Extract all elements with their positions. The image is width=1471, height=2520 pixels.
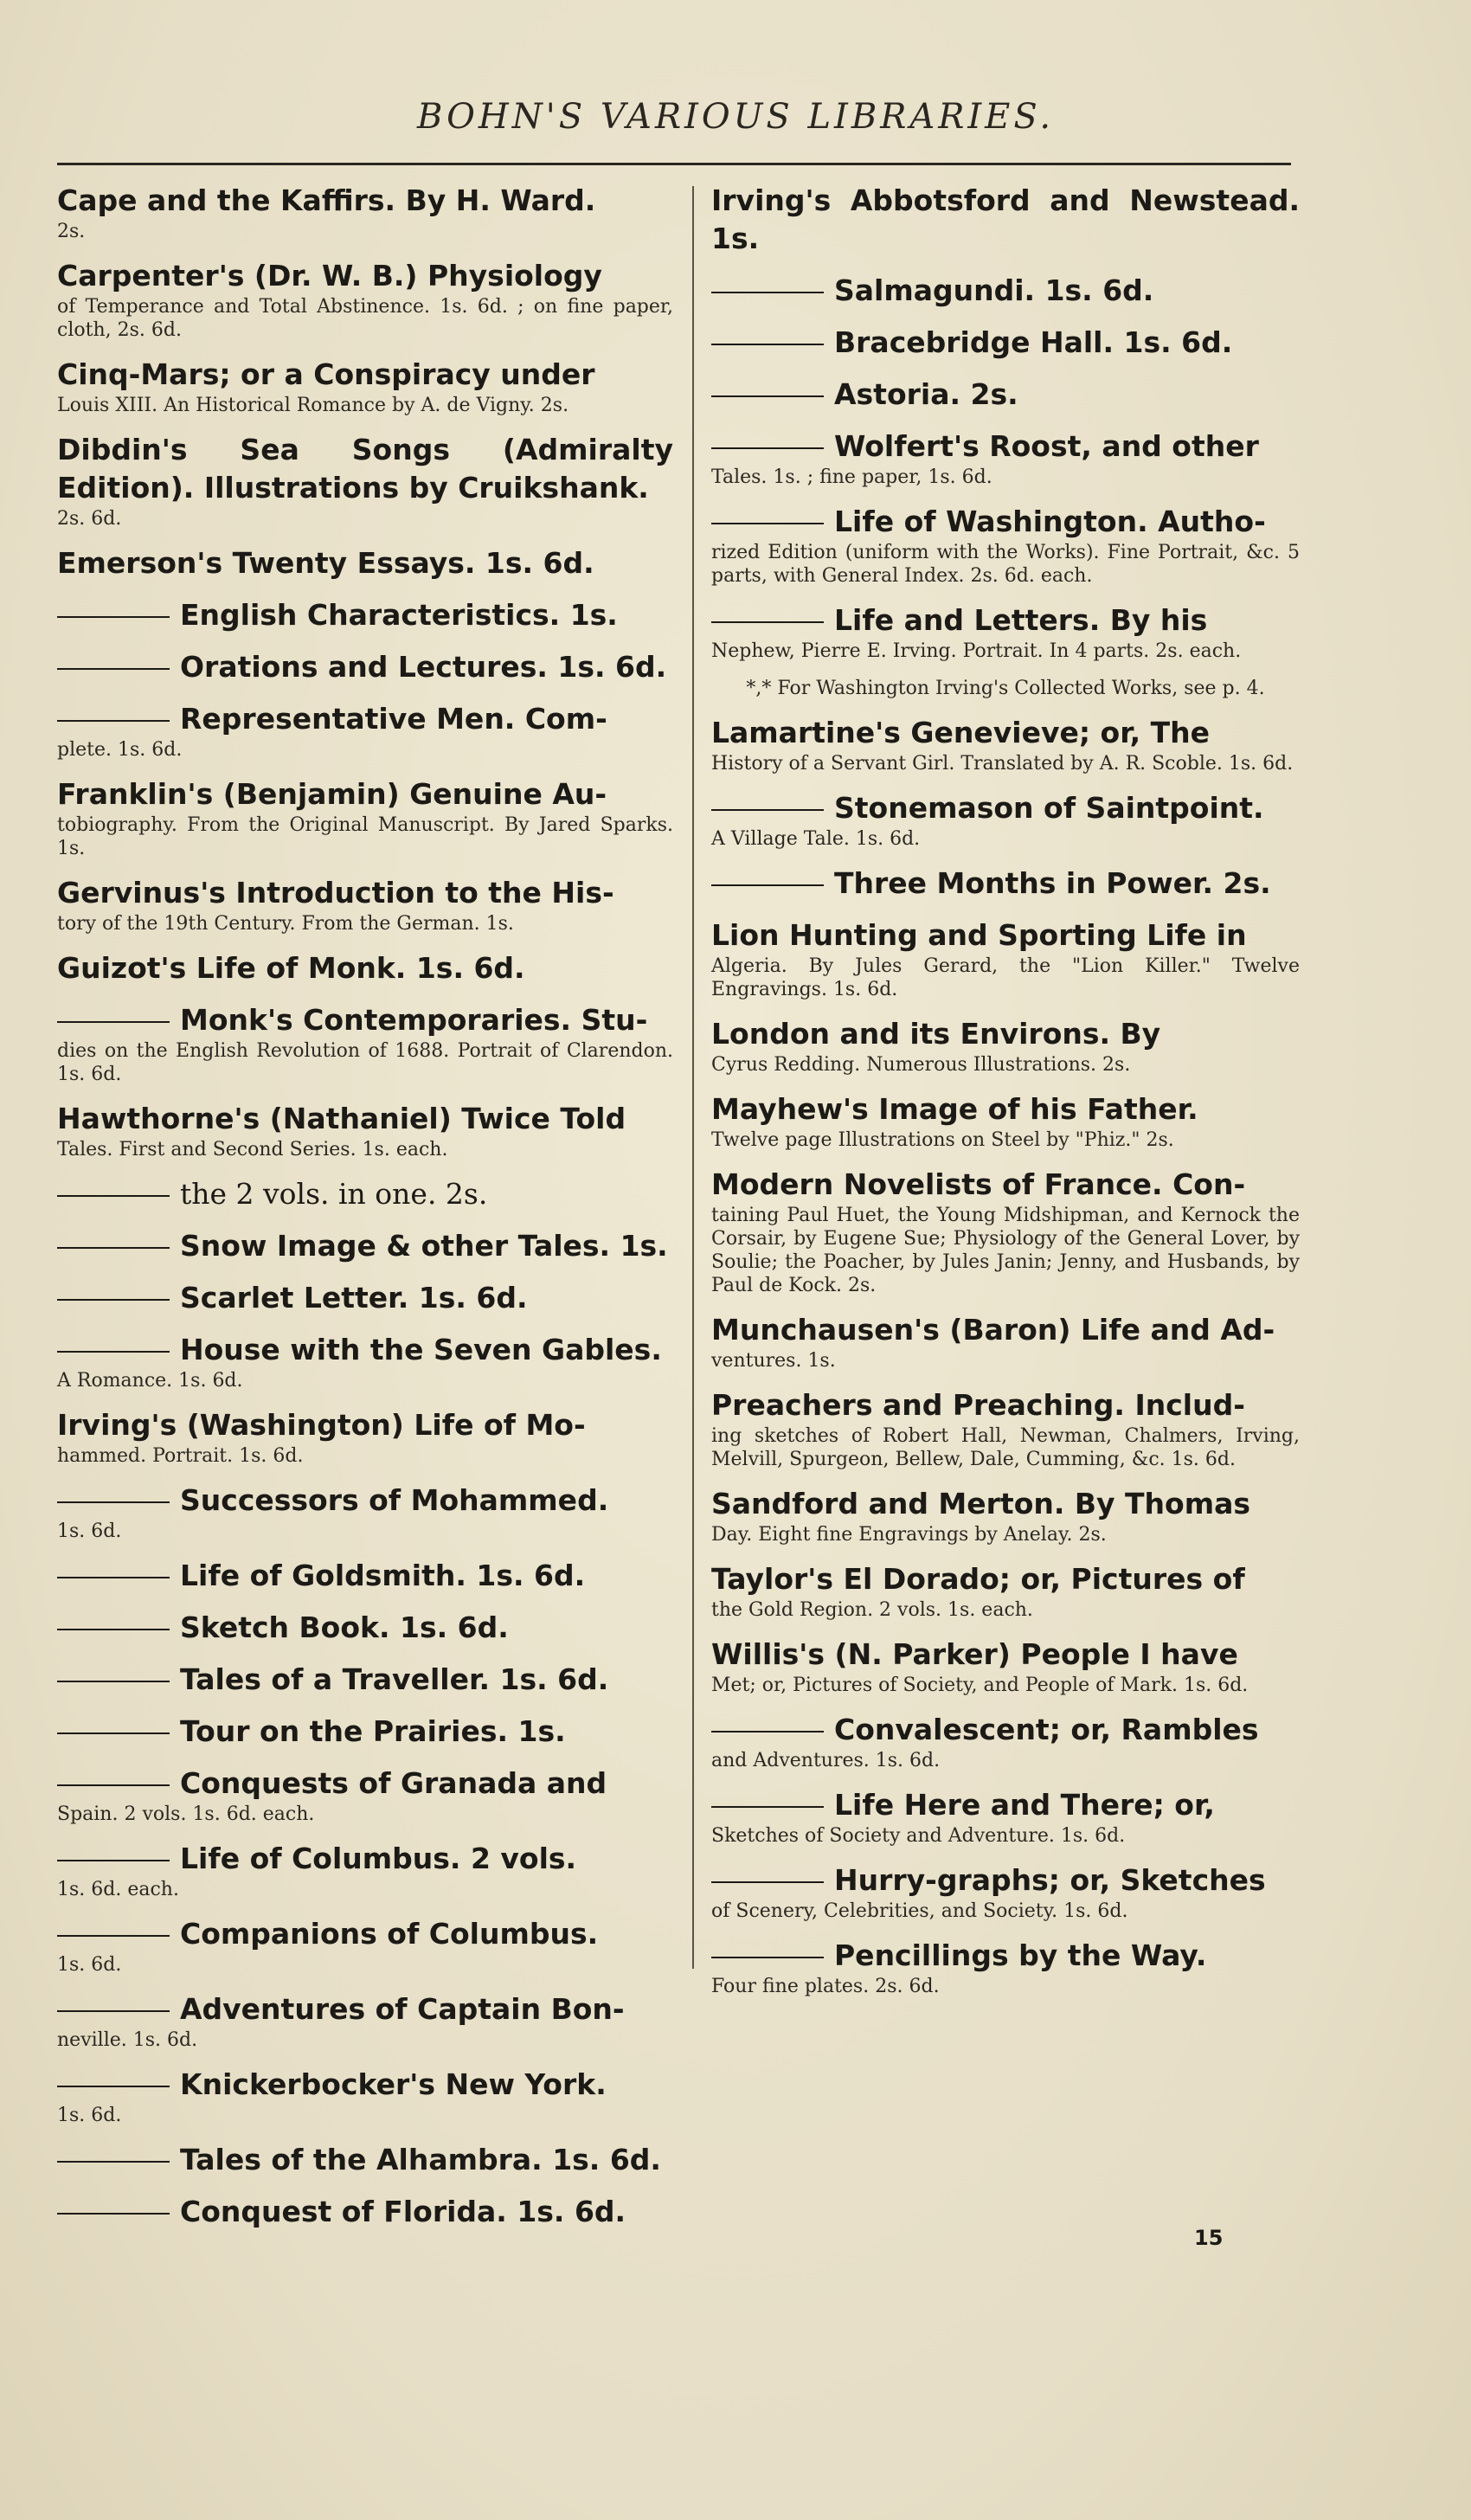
ditto-dash [57,1021,170,1023]
entry-description: ventures. 1s. [711,1350,836,1372]
catalogue-entry [711,1015,1300,1077]
entry-title: Sketch Book. 1s. 6d. [180,1610,509,1644]
entry-description: and Adventures. 1s. 6d. [711,1750,941,1771]
catalogue-entry [57,431,673,530]
ditto-dash [57,1860,170,1861]
entry-title: Companions of Columbus. [180,1917,599,1951]
entry-description: 1s. 6d. [57,1954,122,1976]
entry-title: Representative Men. Com- [180,702,607,736]
entry-title: Hawthorne's (Nathaniel) Twice Told [57,1102,626,1135]
ditto-dash [711,809,824,811]
catalogue-entry [57,949,673,987]
entry-title: Sandford and Merton. By Thomas [711,1487,1251,1520]
entry-description: dies on the English Revolution of 1688. Portrait of Clarendon. 1s. 6d. [57,1040,673,1085]
catalogue-entry [57,1713,673,1751]
entry-description: Sketches of Society and Adventure. 1s. 6d. [711,1825,1126,1847]
entry-description: tobiography. From the Original Manuscript. By Jared Sparks. 1s. [57,814,673,859]
right-column [711,182,1300,2012]
header-rule [57,163,1291,165]
catalogue-entry [711,1386,1300,1471]
entry-title: Tour on the Prairies. 1s. [180,1714,566,1748]
entry-title: Orations and Lectures. 1s. 6d. [180,650,667,684]
entry-description: Day. Eight fine Engravings by Anelay. 2s. [711,1524,1107,1546]
entry-title: Cape and the Kaffirs. By H. Ward. [57,183,596,217]
ditto-dash [57,2161,170,2163]
entry-title: English Characteristics. 1s. [180,598,618,632]
catalogue-entry [57,1227,673,1265]
entry-title: Tales of a Traveller. 1s. 6d. [180,1662,609,1696]
catalogue-entry [711,272,1300,310]
entry-description: neville. 1s. 6d. [57,2029,198,2051]
entry-description: Tales. 1s. ; fine paper, 1s. 6d. [711,466,992,488]
entry-description: Spain. 2 vols. 1s. 6d. each. [57,1803,315,1825]
catalogue-entry [711,1861,1300,1923]
ditto-dash [57,1577,170,1578]
entry-description: of Scenery, Celebrities, and Society. 1s. 6d. [711,1900,1128,1922]
catalogue-entry [711,714,1300,775]
catalogue-entry [711,1311,1300,1372]
entry-description: 1s. 6d. each. [57,1879,179,1900]
page-number: 15 [1194,2226,1224,2250]
entry-title: Carpenter's (Dr. W. B.) Physiology [57,259,602,292]
ditto-dash [57,1195,170,1197]
catalogue-entry [711,1560,1300,1622]
ditto-dash [711,1806,824,1808]
entry-title: Three Months in Power. 2s. [834,866,1271,900]
catalogue-entry [57,874,673,935]
ditto-dash [57,2010,170,2012]
entry-title: Stonemason of Saintpoint. [834,791,1264,825]
entry-title: Irving's (Washington) Life of Mo- [57,1408,586,1442]
catalogue-entry [57,1331,673,1392]
ditto-dash [57,1501,170,1503]
entry-title: House with the Seven Gables. [180,1333,662,1366]
ditto-dash [57,1247,170,1249]
catalogue-entry [57,2141,673,2179]
entry-title: Gervinus's Introduction to the His- [57,876,614,910]
ditto-dash [57,2213,170,2215]
catalogue-entry [57,544,673,582]
entry-description: Cyrus Redding. Numerous Illustrations. 2s. [711,1054,1131,1076]
entry-description: History of a Servant Girl. Translated by A. R. Scoble. 1s. 6d. [711,753,1294,775]
catalogue-entry [57,1765,673,1826]
entry-description: tory of the 19th Century. From the German. 1s. [57,913,514,935]
entry-description: Algeria. By Jules Gerard, the "Lion Killer." Twelve Engravings. 1s. 6d. [711,955,1300,1000]
entry-title: Bracebridge Hall. 1s. 6d. [834,325,1233,359]
catalogue-entry [711,601,1300,663]
entry-title: Successors of Mohammed. [180,1483,609,1517]
entry-title: Convalescent; or, Rambles [834,1713,1259,1746]
catalogue-entry [711,1485,1300,1546]
entry-title: Guizot's Life of Monk. 1s. 6d. [57,951,525,985]
ditto-dash [57,616,170,618]
catalogue-entry [57,257,673,342]
entry-title: Monk's Contemporaries. Stu- [180,1003,648,1037]
ditto-dash [57,1732,170,1734]
ditto-dash [711,523,824,524]
entry-title: Willis's (N. Parker) People I have [711,1637,1238,1671]
catalogue-entry [711,376,1300,414]
ditto-dash [57,720,170,722]
ditto-dash [711,884,824,886]
ditto-dash [57,1784,170,1786]
ditto-dash [711,621,824,623]
catalogue-entry [711,916,1300,1001]
catalogue-entry [711,1636,1300,1697]
ditto-dash [711,344,824,345]
page-header: BOHN'S VARIOUS LIBRARIES. [416,97,1055,137]
entry-title: Snow Image & other Tales. 1s. [180,1229,668,1263]
entry-description: 1s. 6d. [57,2105,122,2126]
column-divider [692,186,694,1969]
ditto-dash [57,668,170,670]
entry-description: taining Paul Huet, the Young Midshipman, and Kernock the Corsair, by Eugene Sue; Physiology of the General Lover, by Soulie; the Poacher, by Jules Janin; Jenny, and Husbands, by Paul de Kock. 2s. [711,1205,1300,1296]
ditto-dash [711,447,824,449]
entry-title: Wolfert's Roost, and other [834,429,1259,463]
entry-title: Lion Hunting and Sporting Life in [711,918,1247,952]
entry-description: 2s. [57,221,86,242]
entry-description: of Temperance and Total Abstinence. 1s. 6d. ; on fine paper, cloth, 2s. 6d. [57,296,673,341]
catalogue-entry [57,1840,673,1901]
entry-description: hammed. Portrait. 1s. 6d. [57,1445,304,1467]
catalogue-entry [57,2193,673,2231]
entry-description: Tales. First and Second Series. 1s. each. [57,1139,448,1160]
entry-title: Modern Novelists of France. Con- [711,1167,1246,1201]
entry-description: rized Edition (uniform with the Works). Fine Portrait, &c. 5 parts, with General Index. 2s. 6d. each. [711,542,1300,587]
catalogue-entry [57,1001,673,1086]
entry-title: Tales of the Alhambra. 1s. 6d. [180,2143,661,2176]
catalogue-entry [711,503,1300,588]
entry-title: Emerson's Twenty Essays. 1s. 6d. [57,546,594,580]
ditto-dash [57,1299,170,1301]
entry-title: Scarlet Letter. 1s. 6d. [180,1281,528,1315]
catalogue-entry [57,596,673,634]
entry-title: Pencillings by the Way. [834,1938,1207,1972]
catalogue-entry [57,1915,673,1977]
ditto-dash [57,1681,170,1682]
entry-title: Taylor's El Dorado; or, Pictures of [711,1562,1245,1596]
entry-description: Four fine plates. 2s. 6d. [711,1976,940,1997]
entry-description: Louis XIII. An Historical Romance by A. de Vigny. 2s. [57,395,569,416]
catalogue-entry [711,1711,1300,1772]
catalogue-entry [57,648,673,686]
catalogue-entry [711,182,1300,258]
catalogue-entry [57,700,673,762]
entry-title: Franklin's (Benjamin) Genuine Au- [57,777,607,811]
entry-title: Life and Letters. By his [834,603,1208,637]
catalogue-entry [57,182,673,243]
entry-title: Lamartine's Genevieve; or, The [711,716,1211,749]
entry-description: A Romance. 1s. 6d. [57,1370,243,1392]
entry-title: Munchausen's (Baron) Life and Ad- [711,1313,1275,1347]
entry-title: Life of Columbus. 2 vols. [180,1842,577,1875]
catalogue-entry [711,789,1300,851]
ditto-dash [711,395,824,397]
catalogue-entry [57,1406,673,1468]
catalogue-entry [57,775,673,860]
catalogue-entry [57,2066,673,2127]
entry-description: ing sketches of Robert Hall, Newman, Chalmers, Irving, Melvill, Spurgeon, Bellew, Dale, Cumming, &c. 1s. 6d. [711,1425,1300,1470]
entry-title: Adventures of Captain Bon- [180,1992,625,2026]
entry-description: 2s. 6d. [57,508,122,530]
ditto-dash [711,1731,824,1732]
entry-title: London and its Environs. By [711,1017,1161,1051]
ditto-dash [711,1881,824,1883]
entry-title: Cinq-Mars; or a Conspiracy under [57,357,595,391]
ditto-dash [711,1957,824,1958]
left-column [57,182,673,2245]
entry-description: 1s. 6d. [57,1520,122,1542]
catalogue-entry [711,428,1300,489]
catalogue-entry [711,1786,1300,1848]
entry-title: Salmagundi. 1s. 6d. [834,273,1154,307]
catalogue-entry [57,1609,673,1647]
entry-note: *,* For Washington Irving's Collected Works, see p. 4. [746,678,1265,699]
entry-title: Life of Washington. Autho- [834,505,1266,538]
catalogue-entry [711,865,1300,903]
entry-title: Mayhew's Image of his Father. [711,1092,1198,1126]
entry-title: Dibdin's Sea Songs (Admiralty Edition). Illustrations by Cruikshank. [57,433,673,505]
entry-description: plete. 1s. 6d. [57,739,183,761]
catalogue-entry [711,1166,1300,1297]
catalogue-entry [57,1557,673,1595]
entry-description: Twelve page Illustrations on Steel by "Phiz." 2s. [711,1129,1174,1151]
catalogue-entry [711,677,1300,700]
ditto-dash [57,2086,170,2087]
catalogue-entry [57,1279,673,1317]
entry-description: Nephew, Pierre E. Irving. Portrait. In 4 parts. 2s. each. [711,640,1242,662]
catalogue-entry [711,1937,1300,1998]
entry-title: Knickerbocker's New York. [180,2067,607,2101]
catalogue-entry [57,1100,673,1161]
catalogue-entry [711,324,1300,362]
entry-title: Irving's Abbotsford and Newstead. 1s. [711,183,1300,255]
catalogue-entry [57,1482,673,1543]
ditto-dash [57,1629,170,1630]
catalogue-entry [57,1661,673,1699]
entry-description: the Gold Region. 2 vols. 1s. each. [711,1599,1033,1621]
entry-title: Preachers and Preaching. Includ- [711,1388,1245,1422]
entry-title: Conquest of Florida. 1s. 6d. [180,2195,626,2228]
catalogue-entry [57,1175,673,1213]
catalogue-entry [57,356,673,417]
entry-title: Astoria. 2s. [834,377,1018,411]
catalogue-entry [57,1990,673,2052]
entry-title: the 2 vols. in one. 2s. [180,1177,488,1211]
ditto-dash [711,292,824,293]
catalogue-entry [711,1090,1300,1152]
ditto-dash [57,1935,170,1937]
ditto-dash [57,1351,170,1353]
entry-title: Life of Goldsmith. 1s. 6d. [180,1559,586,1592]
entry-description: Met; or, Pictures of Society, and People of Mark. 1s. 6d. [711,1675,1249,1696]
entry-title: Life Here and There; or, [834,1788,1215,1822]
entry-description: A Village Tale. 1s. 6d. [711,828,921,850]
entry-title: Conquests of Granada and [180,1766,607,1800]
entry-title: Hurry-graphs; or, Sketches [834,1863,1266,1897]
